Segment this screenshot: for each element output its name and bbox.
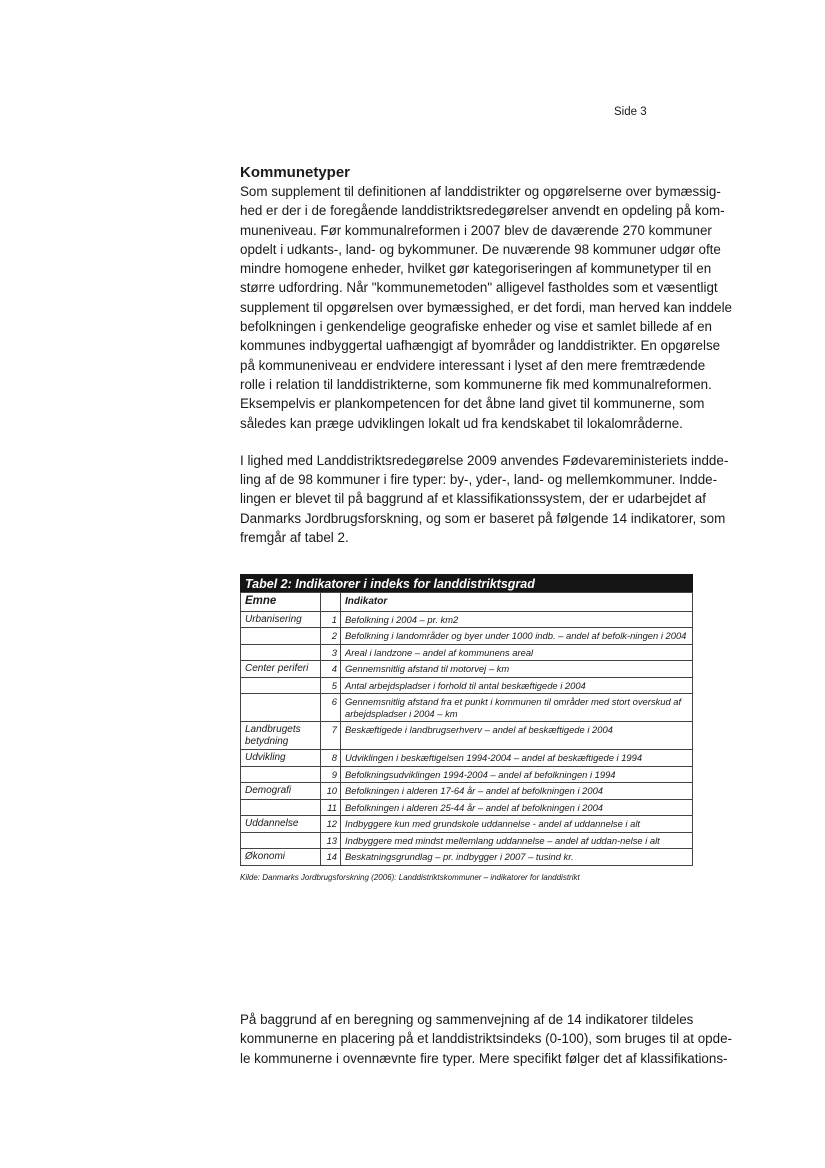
header-indikator: Indikator [341,593,693,612]
main-content [240,163,750,1066]
cell-indikator: Udviklingen i beskæftigelsen 1994-2004 – andel af beskæftigede i 1994 [341,750,693,767]
cell-emne: Økonomi [241,849,321,866]
cell-nr: 4 [321,661,341,678]
text-line: mindre homogene enheder, hvilket gør kategoriseringen af kommunetyper til en [240,261,712,277]
text-line: ling af de 98 kommuner i fire typer: by-, yder-, land- og mellemkommuner. Indde- [240,472,718,488]
table-source: Kilde: Danmarks Jordbrugsforskning (2006): Landdistriktskommuner – indikatorer for landdistrikt [240,872,580,882]
table-row [241,628,693,645]
table-row [241,799,693,816]
table-row [241,849,693,866]
text-line: Som supplement til definitionen af landdistrikter og opgørelserne over bymæssig- [240,184,721,199]
table-row [241,750,693,767]
header-emne: Emne [241,593,321,612]
text-line: muneniveau. Før kommunalreformen i 2007 blev de daværende 270 kommuner [240,222,712,238]
cell-indikator: Indbyggere med mindst mellemlang uddannelse – andel af uddan-nelse i alt [341,832,693,849]
cell-emne [241,799,321,816]
cell-emne: Udvikling [241,750,321,767]
text-line: supplement til opgørelsen over bymæssighed, er det fordi, man herved kan inddele [240,299,733,315]
cell-nr: 3 [321,644,341,661]
cell-indikator: Befolkningen i alderen 25-44 år – andel af befolkningen i 2004 [341,799,693,816]
text-line: kommunes indbyggertal uafhængigt af byområder og landdistrikter. En opgørelse [240,338,721,354]
cell-emne [241,694,321,722]
cell-emne: Landbrugets betydning [241,722,321,750]
text-line: Eksempelvis er plankompetencen for det åbne land givet til kommunerne, som [240,396,705,412]
cell-indikator: Gennemsnitlig afstand fra et punkt i kommunen til områder med stort overskud af arbejdspladser i 2004 – km [341,694,693,722]
table-row [241,722,693,750]
cell-emne: Center periferi [241,661,321,678]
table-row [241,832,693,849]
table-row [241,611,693,628]
paragraph-classification [240,451,750,547]
section-heading: Kommunetyper [240,164,351,181]
cell-nr: 8 [321,750,341,767]
cell-indikator: Beskæftigede i landbrugserhverv – andel af beskæftigede i 2004 [341,722,693,750]
cell-nr: 9 [321,766,341,783]
cell-indikator: Areal i landzone – andel af kommunens areal [341,644,693,661]
cell-nr: 7 [321,722,341,750]
cell-nr: 13 [321,832,341,849]
cell-emne [241,766,321,783]
table-body [241,611,693,865]
text-line: således kan præge udviklingen lokalt ud fra kendskabet til lokalområderne. [240,415,683,431]
cell-indikator: Indbyggere kun med grundskole uddannelse - andel af uddannelse i alt [341,816,693,833]
text-line: kommunerne en placering på et landdistriktsindeks (0-100), som bruges til at opde- [240,1031,732,1047]
cell-nr: 14 [321,849,341,866]
text-line: opdelt i udkants-, land- og bykommuner. De nuværende 98 kommuner udgør ofte [240,241,721,257]
indicator-table-block [240,574,693,882]
cell-emne [241,644,321,661]
cell-nr: 2 [321,628,341,645]
text-line: fremgår af tabel 2. [240,530,349,546]
cell-nr: 11 [321,799,341,816]
cell-indikator: Beskatningsgrundlag – pr. indbygger i 2007 – tusind kr. [341,849,693,866]
indicator-table [240,592,693,866]
cell-nr: 10 [321,783,341,800]
table-row [241,766,693,783]
cell-emne: Uddannelse [241,816,321,833]
table-row [241,783,693,800]
cell-nr: 1 [321,611,341,628]
table-caption: Tabel 2: Indikatorer i indeks for landdistriktsgrad [240,574,693,592]
cell-emne [241,677,321,694]
table-row [241,816,693,833]
text-line: På baggrund af en beregning og sammenvejning af de 14 indikatorer tildeles [240,1012,694,1027]
cell-emne: Urbanisering [241,611,321,628]
text-line: hed er der i de foregående landdistriktsredegørelser anvendt en opdeling på kom- [240,203,725,219]
table-header-row [241,593,693,612]
table-row [241,677,693,694]
paragraph-index [240,1010,750,1068]
text-line: rolle i relation til landdistrikterne, som kommunerne fik med kommunalreformen. [240,376,712,392]
cell-indikator: Antal arbejdspladser i forhold til antal beskæftigede i 2004 [341,677,693,694]
table-row [241,644,693,661]
header-nr [321,593,341,612]
cell-emne [241,628,321,645]
cell-emne: Demografi [241,783,321,800]
text-line: befolkningen i genkendelige geografiske enheder og vise et samlet billede af en [240,319,712,335]
cell-indikator: Befolkningen i alderen 17-64 år – andel af befolkningen i 2004 [341,783,693,800]
cell-nr: 12 [321,816,341,833]
cell-nr: 6 [321,694,341,722]
page-number: Side 3 [614,106,647,118]
cell-emne [241,832,321,849]
cell-indikator: Befolkning i 2004 – pr. km2 [341,611,693,628]
cell-indikator: Gennemsnitlig afstand til motorvej – km [341,661,693,678]
table-row [241,661,693,678]
text-line: lingen er blevet til på baggrund af et klassifikationssystem, der er udarbejdet af [240,491,706,507]
text-line: på kommuneniveau er endvidere interessant i lyset af den mere fremtrædende [240,357,706,373]
text-line: Danmarks Jordbrugsforskning, og som er baseret på følgende 14 indikatorer, som [240,510,726,526]
cell-indikator: Befolkningsudviklingen 1994-2004 – andel af befolkningen i 1994 [341,766,693,783]
cell-nr: 5 [321,677,341,694]
cell-indikator: Befolkning i landområder og byer under 1000 indb. – andel af befolk-ningen i 2004 [341,628,693,645]
text-line: le kommunerne i ovennævnte fire typer. Mere specifikt følger det af klassifikations- [240,1050,728,1066]
table-row [241,694,693,722]
text-line: større udfordring. Når "kommunemetoden" alligevel fastholdes som et væsentligt [240,280,718,296]
text-line: I lighed med Landdistriktsredegørelse 2009 anvendes Fødevareministeriets indde- [240,452,729,468]
paragraph-intro [240,182,750,433]
